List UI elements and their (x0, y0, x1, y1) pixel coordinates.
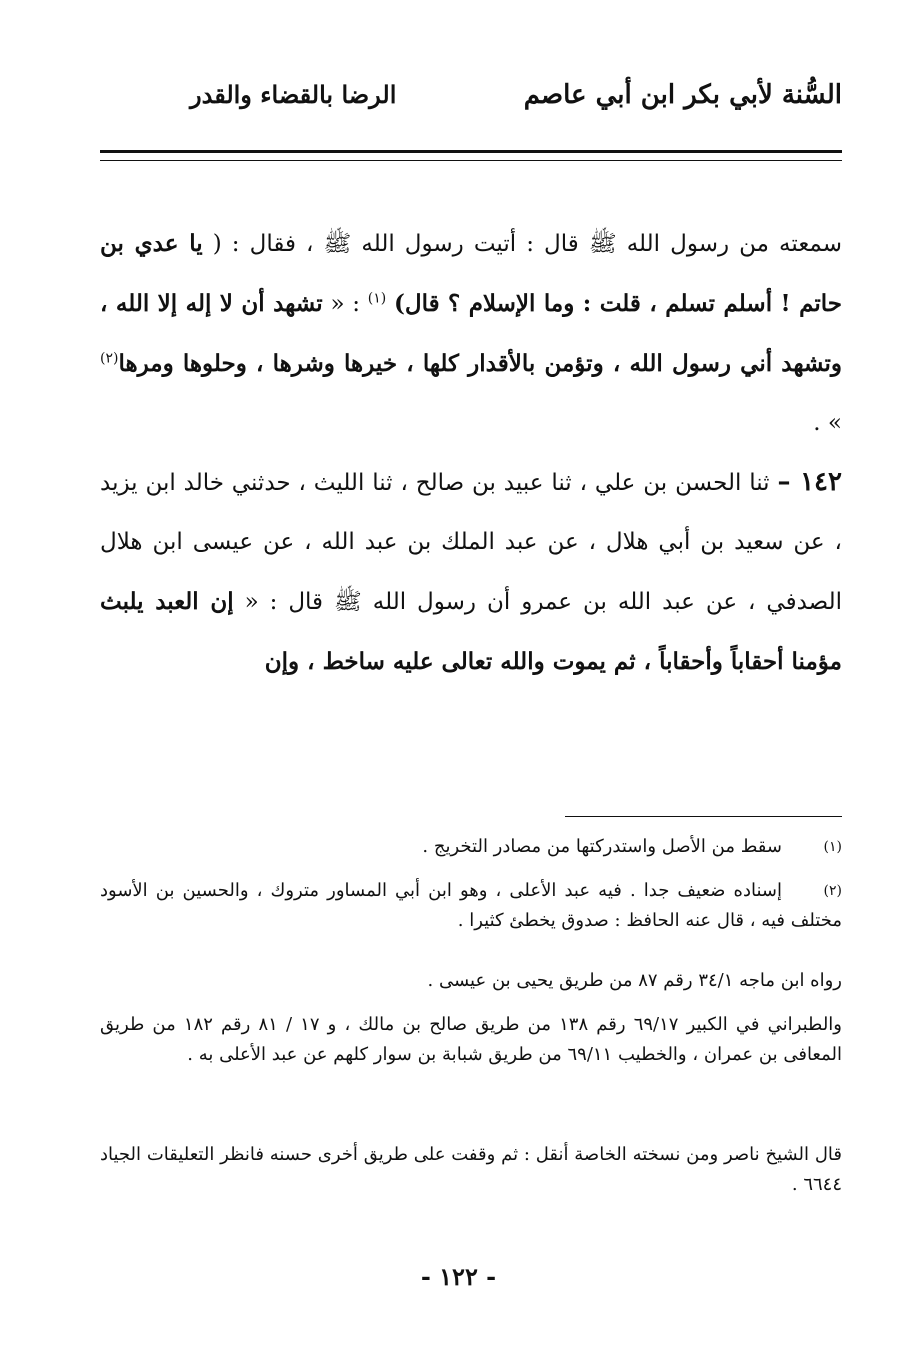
header-rule-thick (100, 150, 842, 153)
footnote-text: رواه ابن ماجه ٣٤/١ رقم ٨٧ من طريق يحيى بن عيسى . (427, 970, 842, 991)
narration-plain: سمعته من رسول الله ﷺ قال : أتيت رسول الله ﷺ ، فقال : ( (212, 231, 842, 257)
footnote-marker: (١) (823, 839, 842, 855)
paragraph-hadith-142 (100, 453, 842, 692)
footnote-text: قال الشيخ ناصر ومن نسخته الخاصة أنقل : ثم وقفت على طريق أخرى حسنه فانظر التعليقات الجياد ٦٦٤٤ . (100, 1144, 842, 1195)
footnote-2 (100, 876, 842, 936)
quote-close: » . (813, 410, 842, 436)
paragraph-hadith-continuation (100, 214, 842, 453)
footnote-separator (565, 816, 842, 817)
hadith-text-bold: إن العبد يلبث مؤمنا أحقاباً وأحقاباً ، ثم يموت والله تعالى عليه ساخط ، وإن (100, 588, 842, 675)
chapter-title: الرضا بالقضاء والقدر (190, 80, 397, 109)
isnad-text: ثنا الحسن بن علي ، ثنا عبيد بن صالح ، ثنا الليث ، حدثني خالد ابن يزيد ، عن سعيد بن أبي هلال ، عن عبد الملك بن عبد الله ، عن عيسى ابن هلال الصدفي ، عن عبد الله بن عمرو أن رسول الله ﷺ قال : « (100, 470, 843, 615)
footnote-2-source-2 (100, 1010, 842, 1070)
book-title: السُّنة لأبي بكر ابن أبي عاصم (523, 80, 842, 110)
footnote-marker: (٢) (823, 883, 842, 899)
running-header (100, 80, 842, 120)
footnote-text: سقط من الأصل واستدركتها من مصادر التخريج . (422, 836, 782, 857)
footnote-text-body: إسناده ضعيف جدا . فيه عبد الأعلى ، وهو ابن أبي المساور متروك ، والحسين بن الأسود مختلف فيه ، قال عنه الحافظ : صدوق يخطئ كثيرا . (100, 880, 842, 931)
footnote-text (100, 876, 842, 936)
header-rule-thin (100, 160, 842, 161)
hadith-number: ١٤٢ – (777, 467, 842, 497)
page-number: - ١٢٢ - (420, 1262, 497, 1291)
footnote-2-note (100, 1140, 842, 1200)
footnote-1 (100, 832, 842, 862)
footnote-ref-1: (١) (367, 290, 387, 307)
hadith-text-bold: يا عدي بن حاتم ! أسلم تسلم ، قلت : وما الإسلام ؟ قال) (100, 230, 843, 317)
footnote-ref-2: (٢) (100, 350, 119, 367)
quote-open: : « (322, 291, 368, 317)
hadith-text-bold: تشهد أن لا إله إلا الله ، وتشهد أني رسول الله ، وتؤمن بالأقدار كلها ، خيرها وشرها ، وحلوها ومرها (100, 290, 842, 377)
footnote-2-source-1 (100, 966, 842, 996)
footnote-text: والطبراني في الكبير ٦٩/١٧ رقم ١٣٨ من طريق صالح بن مالك ، و ١٧ / ٨١ رقم ١٨٢ من طريق المعافى بن عمران ، والخطيب ٦٩/١١ من طريق شبابة بن سوار كلهم عن عبد الأعلى به . (100, 1014, 842, 1065)
main-text (100, 214, 842, 692)
